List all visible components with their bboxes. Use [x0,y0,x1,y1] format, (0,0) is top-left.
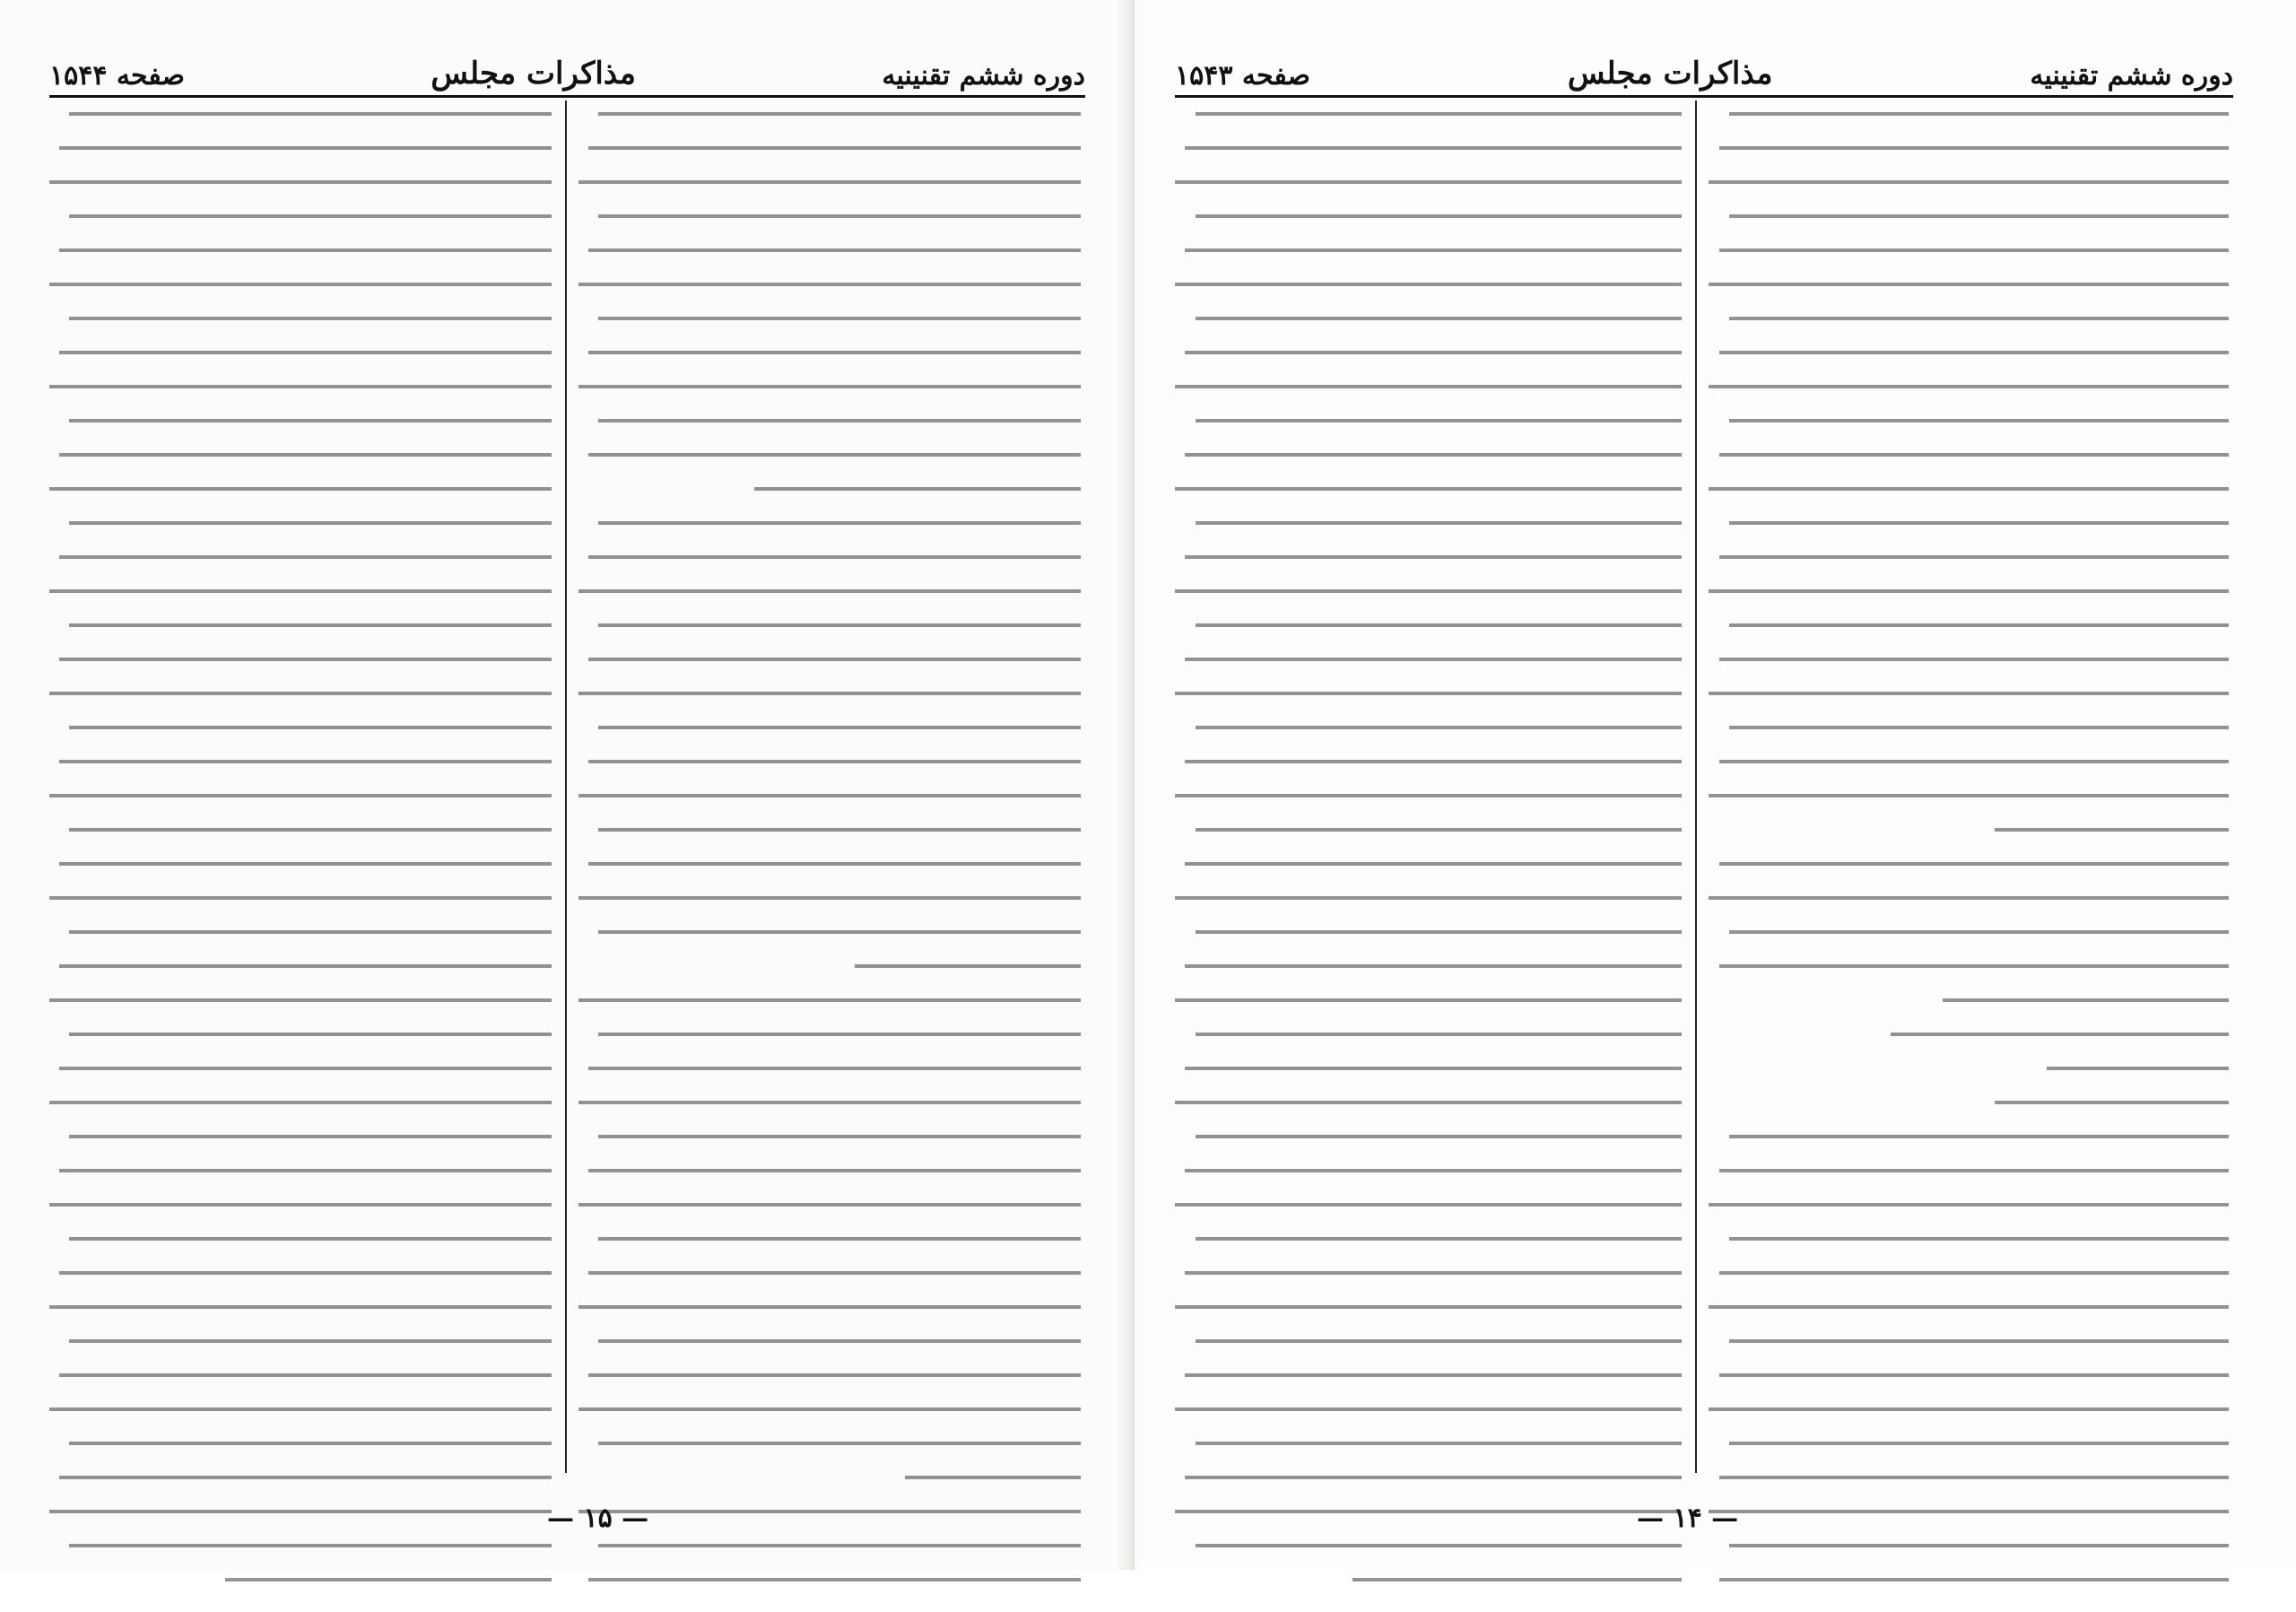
text-line [1185,351,1682,354]
left-header-rule [49,95,1085,98]
text-line [2047,1067,2229,1070]
text-line [59,1476,552,1479]
text-line [1175,896,1682,900]
text-line [598,1544,1081,1547]
text-line [1719,1578,2229,1582]
text-line [1175,283,1682,286]
text-line [598,521,1081,525]
right-page-number: صفحه ۱۵۴۳ [1175,60,1310,91]
text-line [59,964,552,968]
text-line [59,760,552,763]
text-line [1719,1373,2229,1377]
text-line [1719,248,2229,252]
right-page-header [1175,43,2233,91]
text-line [59,248,552,252]
text-line [59,862,552,866]
text-line [1196,112,1682,116]
text-line [1709,1203,2229,1207]
text-line [588,248,1081,252]
text-line [69,112,552,116]
text-line [578,692,1081,695]
text-line [1196,521,1682,525]
text-line [69,419,552,423]
text-line [1196,1135,1682,1138]
left-page-title: مذاکرات مجلس [430,56,636,91]
text-line [1196,1339,1682,1343]
text-line [1709,1510,2229,1513]
text-line [1185,1373,1682,1377]
left-page-right-column [578,112,1081,1612]
left-page-number: صفحه ۱۵۴۴ [49,60,185,91]
text-line [1719,862,2229,866]
text-line [598,623,1081,627]
text-line [1175,589,1682,593]
text-line [588,555,1081,559]
text-line [578,1407,1081,1411]
text-line [588,146,1081,150]
text-line [1175,794,1682,797]
text-line [598,726,1081,729]
text-line [1185,1476,1682,1479]
text-line [588,1271,1081,1275]
text-line [1709,589,2229,593]
text-line [598,112,1081,116]
text-line [69,1135,552,1138]
text-line [49,283,552,286]
text-line [1175,998,1682,1002]
text-line [1709,385,2229,388]
text-line [578,1510,1081,1513]
left-column-divider [565,100,567,1473]
text-line [69,1442,552,1445]
text-line [578,794,1081,797]
text-line [588,1067,1081,1070]
right-page-title: مذاکرات مجلس [1567,56,1773,91]
text-line [59,351,552,354]
text-line [598,1033,1081,1036]
text-line [855,964,1081,968]
text-line [578,589,1081,593]
text-line [598,1237,1081,1241]
text-line [1196,726,1682,729]
text-line [578,1101,1081,1104]
text-line [69,623,552,627]
text-line [1729,1544,2229,1547]
text-line [49,692,552,695]
text-line [598,317,1081,320]
text-line [588,351,1081,354]
text-line [1185,1067,1682,1070]
text-line [49,1407,552,1411]
text-line [598,930,1081,934]
text-line [59,658,552,661]
text-line [1196,1033,1682,1036]
text-line [578,385,1081,388]
left-page-period: دوره ششم تقنينيه [882,60,1085,91]
text-line [1196,828,1682,832]
text-line [578,998,1081,1002]
text-line [1185,1169,1682,1172]
text-line [1196,1237,1682,1241]
text-line [1185,760,1682,763]
text-line [49,1203,552,1207]
text-line [1729,521,2229,525]
text-line [1196,1544,1682,1547]
text-line [69,1237,552,1241]
text-line [598,1135,1081,1138]
text-line [1729,1135,2229,1138]
text-line [49,1101,552,1104]
text-line [1709,180,2229,184]
left-page-header [49,43,1085,91]
text-line [59,1271,552,1275]
text-line [1175,385,1682,388]
text-line [1175,1407,1682,1411]
text-line [69,828,552,832]
text-line [1729,317,2229,320]
text-line [1943,998,2229,1002]
text-line [1719,1476,2229,1479]
text-line [1719,760,2229,763]
text-line [1729,930,2229,934]
text-line [598,214,1081,218]
text-line [49,1305,552,1309]
text-line [1709,487,2229,491]
text-line [49,589,552,593]
text-line [1185,555,1682,559]
text-line [588,1373,1081,1377]
text-line [1185,862,1682,866]
right-column-divider [1695,100,1697,1473]
left-page [0,0,1135,1570]
text-line [1175,1101,1682,1104]
text-line [1175,692,1682,695]
text-line [1709,794,2229,797]
text-line [1175,180,1682,184]
text-line [1185,146,1682,150]
right-page-left-column [1175,112,1682,1612]
text-line [1995,1101,2229,1104]
text-line [1196,419,1682,423]
text-line [49,385,552,388]
text-line [49,998,552,1002]
text-line [1185,964,1682,968]
text-line [1175,487,1682,491]
text-line [598,1442,1081,1445]
text-line [598,1339,1081,1343]
text-line [1709,692,2229,695]
text-line [588,658,1081,661]
text-line [754,487,1081,491]
right-page-folio: — ۱۴ — [1637,1503,1739,1534]
text-line [1185,453,1682,457]
text-line [588,862,1081,866]
text-line [69,317,552,320]
text-line [49,180,552,184]
text-line [1185,1271,1682,1275]
text-line [69,1339,552,1343]
right-page [1135,0,2296,1570]
text-line [69,1033,552,1036]
text-line [1891,1033,2229,1036]
text-line [59,146,552,150]
text-line [69,214,552,218]
text-line [1196,317,1682,320]
text-line [69,726,552,729]
text-line [905,1476,1081,1479]
text-line [588,453,1081,457]
text-line [1352,1578,1682,1582]
text-line [1729,214,2229,218]
text-line [1175,1510,1682,1513]
text-line [1709,1305,2229,1309]
text-line [1729,623,2229,627]
text-line [1729,1339,2229,1343]
text-line [1729,112,2229,116]
text-line [1719,1169,2229,1172]
text-line [1719,453,2229,457]
text-line [59,453,552,457]
text-line [1719,964,2229,968]
text-line [1729,726,2229,729]
text-line [1196,1442,1682,1445]
text-line [1196,623,1682,627]
text-line [1995,828,2229,832]
text-line [1719,555,2229,559]
text-line [1709,283,2229,286]
text-line [1729,1237,2229,1241]
text-line [578,283,1081,286]
text-line [578,180,1081,184]
text-line [1719,351,2229,354]
text-line [49,896,552,900]
text-line [69,521,552,525]
text-line [1175,1305,1682,1309]
text-line [59,1169,552,1172]
text-line [49,1510,552,1513]
text-line [1729,1442,2229,1445]
text-line [588,1169,1081,1172]
text-line [49,794,552,797]
text-line [1196,214,1682,218]
text-line [1196,930,1682,934]
left-page-folio: — ۱۵ — [547,1503,649,1534]
text-line [1185,658,1682,661]
text-line [1185,248,1682,252]
text-line [59,1067,552,1070]
text-line [1719,146,2229,150]
text-line [578,1203,1081,1207]
text-line [1709,1407,2229,1411]
left-page-left-column [49,112,552,1612]
right-page-right-column [1709,112,2229,1612]
text-line [1175,1203,1682,1207]
text-line [69,930,552,934]
text-line [1719,658,2229,661]
text-line [578,896,1081,900]
text-line [598,419,1081,423]
text-line [1729,419,2229,423]
text-line [1719,1271,2229,1275]
text-line [598,828,1081,832]
text-line [1709,896,2229,900]
right-header-rule [1175,95,2233,98]
text-line [59,1373,552,1377]
right-page-period: دوره ششم تقنينيه [2030,60,2233,91]
text-line [225,1578,552,1582]
text-line [59,555,552,559]
text-line [588,760,1081,763]
text-line [578,1305,1081,1309]
text-line [69,1544,552,1547]
text-line [49,487,552,491]
text-line [588,1578,1081,1582]
